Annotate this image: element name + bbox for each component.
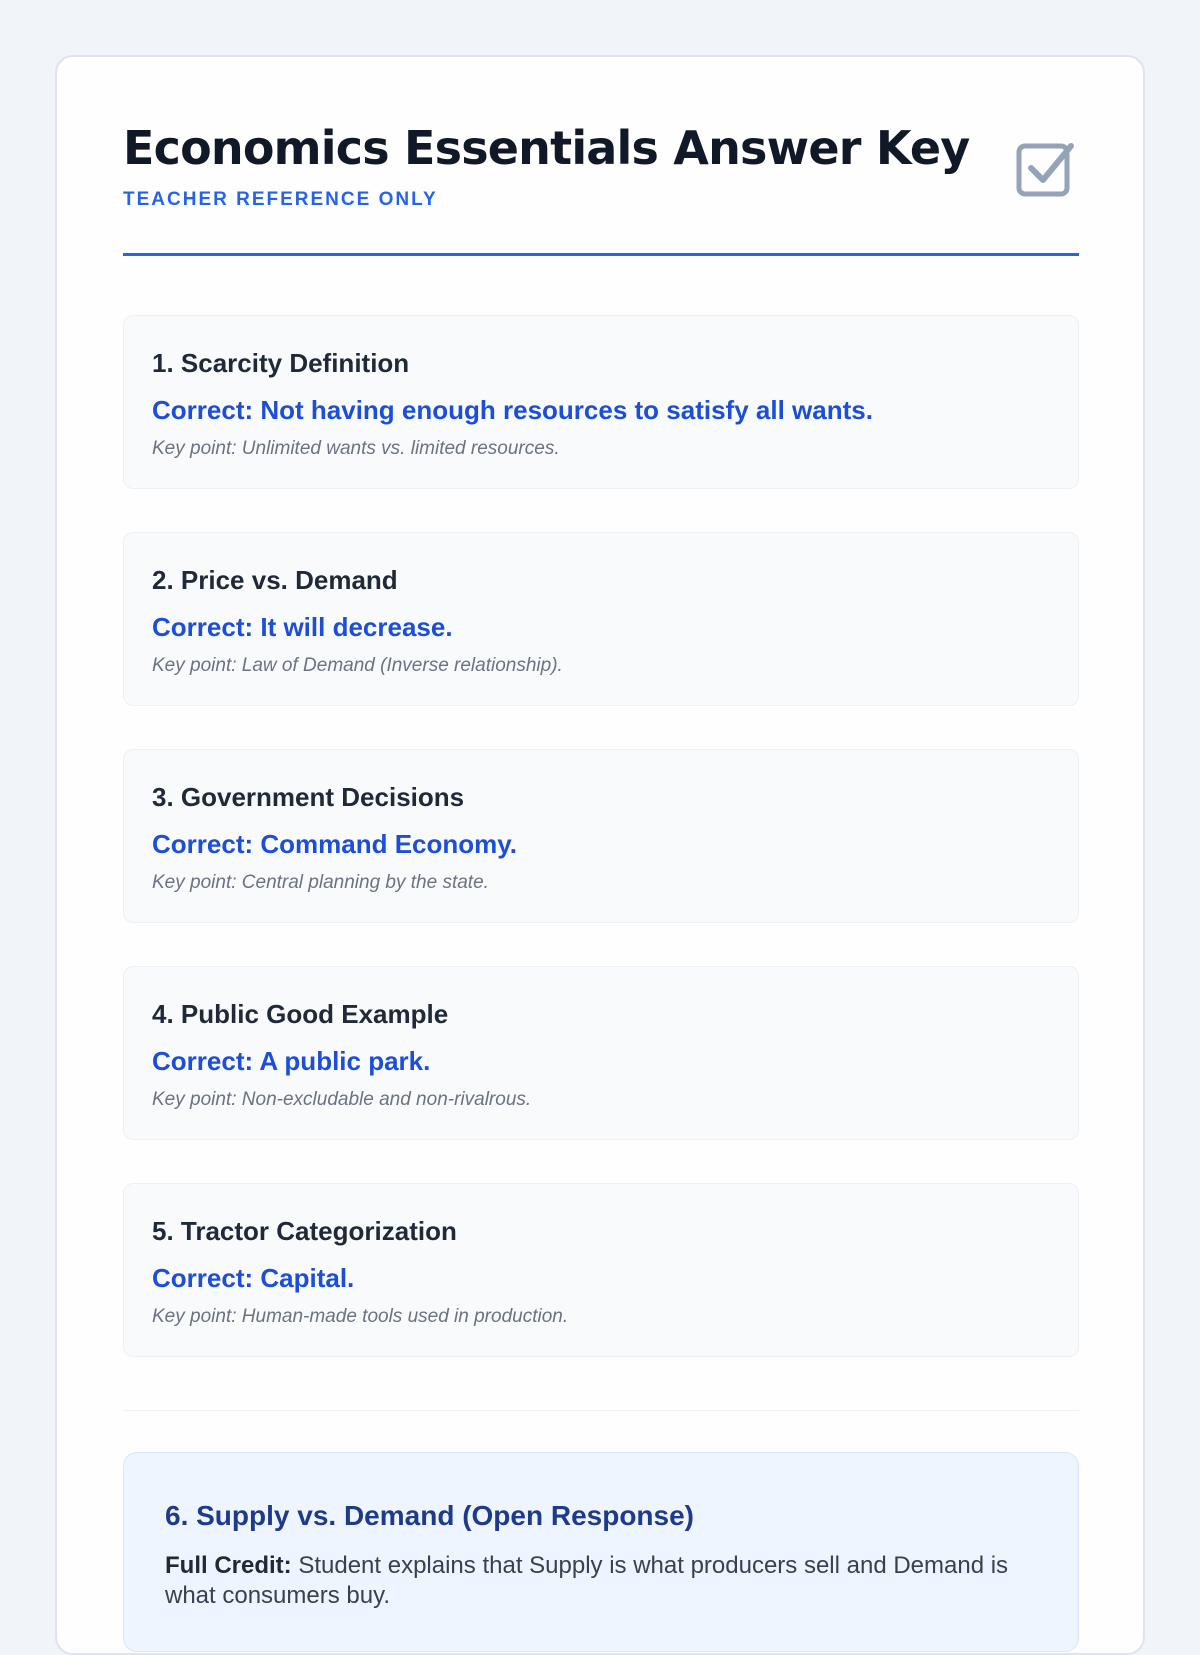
- correct-answer: Correct: Capital.: [152, 1263, 355, 1293]
- key-point: Key point: Human-made tools used in production.: [152, 1306, 569, 1327]
- question-title: 3. Government Decisions: [152, 782, 465, 812]
- full-credit-text: Student explains that Supply is what producers sell and Demand is what consumers buy.: [165, 1552, 1009, 1609]
- question-card-5: [123, 1183, 1079, 1357]
- question-card-3: [123, 749, 1079, 923]
- correct-answer: Correct: Not having enough resources to satisfy all wants.: [152, 395, 873, 425]
- question-title: 5. Tractor Categorization: [152, 1216, 457, 1246]
- question-card-4: [123, 966, 1079, 1140]
- key-point: Key point: Law of Demand (Inverse relationship).: [152, 655, 563, 676]
- open-response-card: [123, 1452, 1079, 1652]
- correct-answer: Correct: Command Economy.: [152, 829, 518, 859]
- key-point: Key point: Unlimited wants vs. limited resources.: [152, 438, 560, 459]
- question-title: 2. Price vs. Demand: [152, 565, 398, 595]
- question-title: 1. Scarcity Definition: [152, 348, 410, 378]
- section-divider: [123, 1410, 1079, 1411]
- key-point: Key point: Central planning by the state.: [152, 872, 489, 893]
- open-response-title: 6. Supply vs. Demand (Open Response): [165, 1500, 695, 1531]
- page-header: [123, 120, 1079, 256]
- page-title: Economics Essentials Answer Key: [123, 121, 970, 175]
- page-subtitle: TEACHER REFERENCE ONLY: [123, 189, 438, 210]
- full-credit-label: Full Credit:: [165, 1552, 292, 1579]
- open-response-rubric: [165, 1551, 1045, 1611]
- question-card-2: [123, 532, 1079, 706]
- question-card-1: [123, 315, 1079, 489]
- correct-answer: Correct: A public park.: [152, 1046, 431, 1076]
- question-title: 4. Public Good Example: [152, 999, 449, 1029]
- checkbox-checked-icon: [1015, 138, 1075, 198]
- key-point: Key point: Non-excludable and non-rivalrous.: [152, 1089, 532, 1110]
- correct-answer: Correct: It will decrease.: [152, 612, 453, 642]
